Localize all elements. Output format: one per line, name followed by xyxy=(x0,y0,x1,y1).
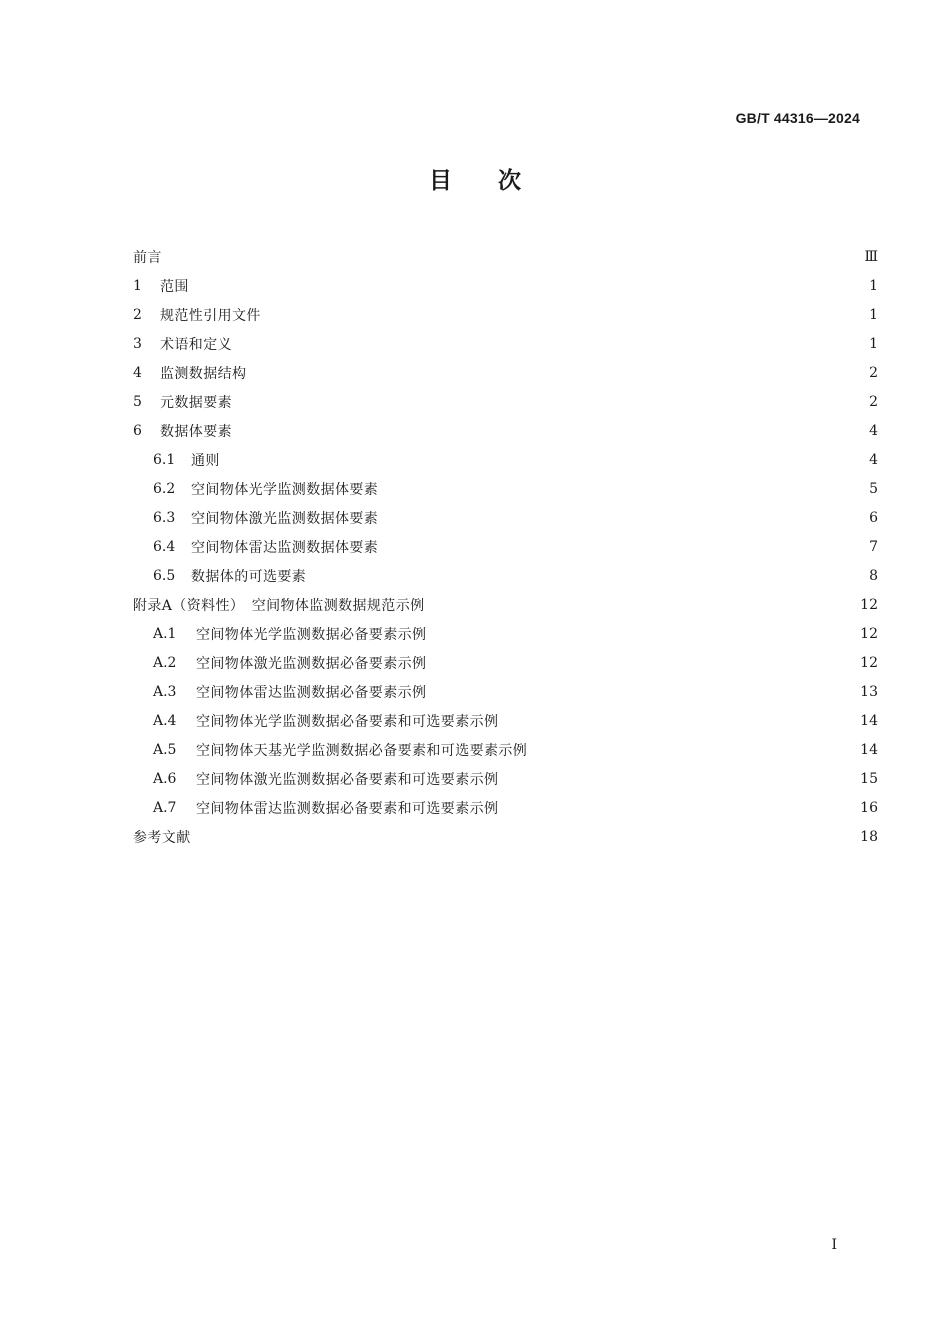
toc-label: 规范性引用文件 xyxy=(160,307,261,324)
toc-entry-2[interactable] xyxy=(133,300,878,329)
toc-number: 2 xyxy=(133,306,142,323)
toc-number: 5 xyxy=(133,393,142,410)
standard-number: GB/T 44316—2024 xyxy=(735,110,860,126)
toc-page: 12 xyxy=(860,654,878,671)
toc-page: 12 xyxy=(860,596,878,613)
toc-label: 前言 xyxy=(133,249,162,266)
toc-entry-5[interactable] xyxy=(133,387,878,416)
table-of-contents xyxy=(133,242,878,851)
toc-label: 空间物体光学监测数据必备要素和可选要素示例 xyxy=(196,713,499,730)
toc-label: 空间物体雷达监测数据必备要素示例 xyxy=(196,684,427,701)
toc-page: 4 xyxy=(869,422,878,439)
toc-page: 14 xyxy=(860,741,878,758)
toc-entry-a-3[interactable] xyxy=(133,677,878,706)
dot-leader xyxy=(244,395,858,409)
dot-leader xyxy=(201,279,858,293)
toc-page: 7 xyxy=(869,538,878,555)
toc-label: 参考文献 xyxy=(133,829,191,846)
toc-label: 空间物体雷达监测数据必备要素和可选要素示例 xyxy=(196,800,499,817)
toc-page: 13 xyxy=(860,683,878,700)
toc-number: 4 xyxy=(133,364,142,381)
dot-leader xyxy=(539,743,852,757)
toc-entry-references[interactable] xyxy=(133,822,878,851)
toc-number: 6.1 xyxy=(153,451,176,468)
toc-number: 6.2 xyxy=(153,480,176,497)
toc-label: 术语和定义 xyxy=(160,336,232,353)
toc-page: 2 xyxy=(869,393,878,410)
dot-leader xyxy=(510,772,852,786)
toc-label: 空间物体激光监测数据必备要素和可选要素示例 xyxy=(196,771,499,788)
toc-page: 18 xyxy=(860,828,878,845)
dot-leader xyxy=(390,482,858,496)
dot-leader xyxy=(203,830,853,844)
toc-number: A.1 xyxy=(153,625,177,642)
dot-leader xyxy=(273,308,858,322)
toc-page: 12 xyxy=(860,625,878,642)
toc-entry-6-5[interactable] xyxy=(133,561,878,590)
toc-entry-4[interactable] xyxy=(133,358,878,387)
toc-label: 范围 xyxy=(160,278,189,295)
toc-label: 空间物体光学监测数据体要素 xyxy=(191,481,379,498)
title-char-1: 目 xyxy=(429,168,452,194)
toc-number: A.3 xyxy=(153,683,177,700)
dot-leader xyxy=(244,337,858,351)
toc-page: 16 xyxy=(860,799,878,816)
page-number: Ⅰ xyxy=(831,1237,837,1253)
toc-entry-a-5[interactable] xyxy=(133,735,878,764)
toc-label: 空间物体激光监测数据必备要素示例 xyxy=(196,655,427,672)
toc-label: 附录A（资料性） 空间物体监测数据规范示例 xyxy=(133,597,425,614)
toc-entry-3[interactable] xyxy=(133,329,878,358)
dot-leader xyxy=(390,511,858,525)
toc-number: 1 xyxy=(133,277,142,294)
toc-entry-a-7[interactable] xyxy=(133,793,878,822)
toc-number: 6.4 xyxy=(153,538,176,555)
toc-label: 空间物体激光监测数据体要素 xyxy=(191,510,379,527)
dot-leader xyxy=(232,453,858,467)
toc-entry-a-1[interactable] xyxy=(133,619,878,648)
dot-leader xyxy=(318,569,858,583)
toc-label: 元数据要素 xyxy=(160,394,232,411)
dot-leader xyxy=(244,424,858,438)
toc-number: A.6 xyxy=(153,770,177,787)
toc-number: 6.5 xyxy=(153,567,176,584)
toc-number: A.4 xyxy=(153,712,177,729)
toc-number: 6 xyxy=(133,422,142,439)
dot-leader xyxy=(510,714,852,728)
dot-leader xyxy=(510,801,852,815)
toc-number: A.7 xyxy=(153,799,177,816)
toc-page: 6 xyxy=(869,509,878,526)
toc-entry-6[interactable] xyxy=(133,416,878,445)
dot-leader xyxy=(438,656,852,670)
dot-leader xyxy=(437,598,853,612)
dot-leader xyxy=(438,685,852,699)
dot-leader xyxy=(258,366,858,380)
toc-entry-a-6[interactable] xyxy=(133,764,878,793)
dot-leader xyxy=(438,627,852,641)
toc-label: 空间物体光学监测数据必备要素示例 xyxy=(196,626,427,643)
toc-label: 通则 xyxy=(191,452,220,469)
dot-leader xyxy=(390,540,858,554)
toc-number: 6.3 xyxy=(153,509,176,526)
toc-label: 空间物体天基光学监测数据必备要素和可选要素示例 xyxy=(196,742,528,759)
toc-entry-foreword[interactable] xyxy=(133,242,878,271)
toc-label: 数据体的可选要素 xyxy=(191,568,307,585)
toc-entry-6-4[interactable] xyxy=(133,532,878,561)
toc-page: 1 xyxy=(869,335,878,352)
toc-entry-1[interactable] xyxy=(133,271,878,300)
toc-page: 2 xyxy=(869,364,878,381)
page-title xyxy=(0,162,950,195)
toc-label: 监测数据结构 xyxy=(160,365,247,382)
toc-page: Ⅲ xyxy=(864,248,878,265)
toc-number: A.5 xyxy=(153,741,177,758)
toc-page: 1 xyxy=(869,277,878,294)
toc-label: 数据体要素 xyxy=(160,423,232,440)
toc-number: 3 xyxy=(133,335,142,352)
toc-entry-6-2[interactable] xyxy=(133,474,878,503)
toc-entry-a-4[interactable] xyxy=(133,706,878,735)
toc-page: 4 xyxy=(869,451,878,468)
dot-leader xyxy=(174,250,857,264)
toc-page: 14 xyxy=(860,712,878,729)
toc-page: 5 xyxy=(869,480,878,497)
toc-entry-appendix-a[interactable] xyxy=(133,590,878,619)
toc-entry-6-3[interactable] xyxy=(133,503,878,532)
toc-page: 15 xyxy=(860,770,878,787)
toc-label: 空间物体雷达监测数据体要素 xyxy=(191,539,379,556)
toc-entry-a-2[interactable] xyxy=(133,648,878,677)
toc-page: 8 xyxy=(869,567,878,584)
toc-page: 1 xyxy=(869,306,878,323)
toc-entry-6-1[interactable] xyxy=(133,445,878,474)
toc-number: A.2 xyxy=(153,654,177,671)
title-char-2: 次 xyxy=(498,168,521,194)
